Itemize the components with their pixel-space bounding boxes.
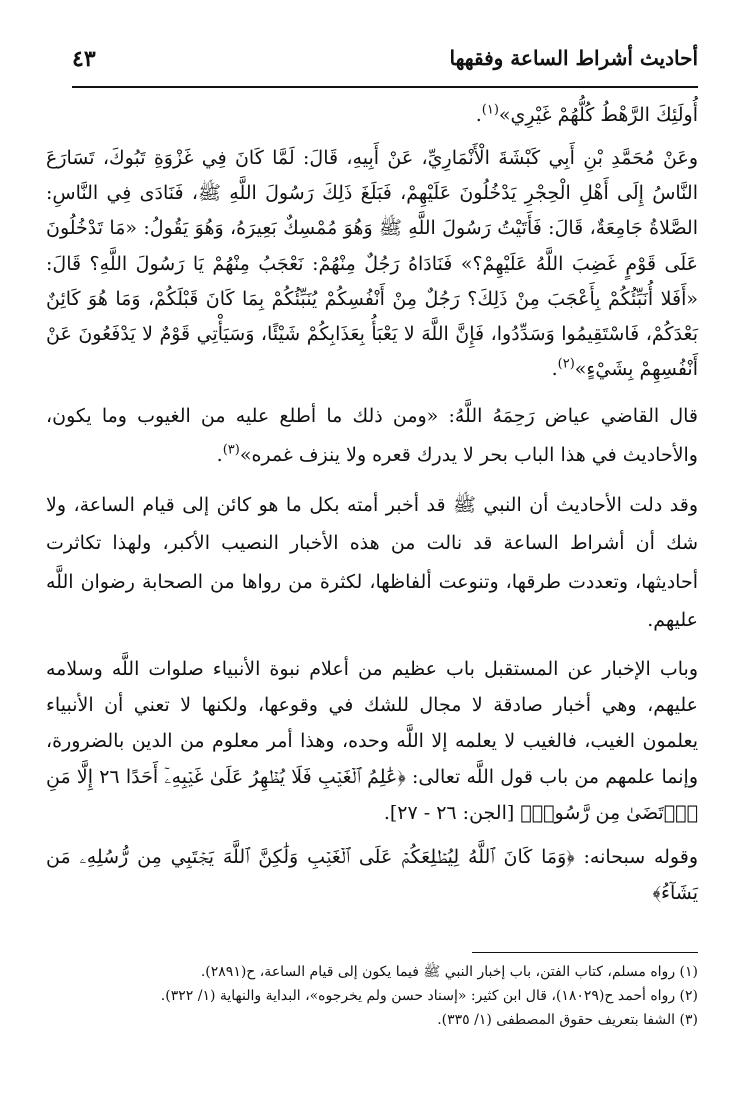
last-paragraph (46, 839, 698, 911)
footnote-2: (٢) رواه أحمد ح(١٨٠٢٩)، قال ابن كثير: «إسناد حسن ولم يخرجوه»، البداية والنهاية (١/ ٣٢٢). (160, 988, 698, 1004)
quote-ending-paragraph: أُولَئِكَ الرَّهْطُ كُلُّهُمْ غَيْرِي»$^{(١)}$. (475, 102, 698, 126)
verse-reference: [الجن: ٢٦ - ٢٧]. (383, 801, 515, 824)
page-number: ٤٣ (72, 46, 96, 72)
signs-paragraph: وقد دلت الأحاديث أن النبي ﷺ قد أخبر أمته بكل ما هو كائن إلى قيام الساعة، ولا شك أن أشراط الساعة قد نالت من هذه الأخبار النصيب الأكبر، ولهذا تكاثرت أحاديثها، وتعددت طرقها، وتنوعت ألفاظها، لكثرة من رواها من الصحابة رضوان اللَّه عليهم. (46, 493, 698, 632)
header-rule (72, 86, 698, 88)
running-header (72, 44, 698, 88)
future-news-paragraph (46, 651, 698, 831)
running-title: أحاديث أشراط الساعة وفقهها (449, 46, 698, 70)
hadith-paragraph: وعَنْ مُحَمَّدِ بْنِ أَبِي كَبْشَةَ الْأَنْمَارِيِّ، عَنْ أَبِيهِ، قَالَ: لَمَّا كَانَ فِي غَزْوَةِ تَبُوكَ، تَسَارَعَ النَّاسُ إِلَى أَهْلِ الْحِجْرِ يَدْخُلُونَ عَلَيْهِمْ، فَبَلَغَ ذَلِكَ رَسُولَ اللَّهِ ﷺ، فَنَادَى فِي النَّاسِ: الصَّلاةُ جَامِعَةٌ، قَالَ: فَأَتَيْتُ رَسُولَ اللَّهِ ﷺ وَهُوَ مُمْسِكٌ بَعِيرَهُ، وَهُوَ يَقُولُ: «مَا تَدْخُلُونَ عَلَى قَوْمٍ غَضِبَ اللَّهُ عَلَيْهِمْ؟» فَنَادَاهُ رَجُلٌ مِنْهُمْ: نَعْجَبُ مِنْهُمْ يَا رَسُولَ اللَّهِ؟ قَالَ: «أَفَلا أُنَبِّئُكُمْ بِأَعْجَبَ مِنْ ذَلِكَ؟ رَجُلٌ مِنْ أَنْفُسِكُمْ يُنَبِّئُكُمْ بِمَا كَانَ قَبْلَكُمْ، وَمَا هُوَ كَائِنٌ بَعْدَكُمْ، فَاسْتَقِيمُوا وَسَدِّدُوا، فَإِنَّ اللَّهَ لا يَعْبَأُ بِعَذَابِكُمْ شَيْئًا، وَسَيَأْتِي قَوْمٌ لا يَدْفَعُونَ عَنْ أَنْفُسِهِمْ بِشَيْءٍ»$^{(٢)}$. (46, 147, 698, 381)
footnotes (46, 960, 698, 1032)
footnote-1: (١) رواه مسلم، كتاب الفتن، باب إخبار النبي ﷺ فيما يكون إلى قيام الساعة، ح(٢٨٩١). (200, 964, 698, 980)
qadi-iyad-text: قال القاضي عياض رَحِمَهُ اللَّهُ: «ومن ذلك ما أطلع عليه من الغيوب وما يكون، والأحاديث في هذا الباب بحر لا يدرك قعره ولا ينزف غمره» (46, 405, 698, 467)
footnote-ref-2: (٢) (557, 356, 575, 372)
quran-verse-al-imran: ﴿وَمَا كَانَ ٱللَّهُ لِيُطۡلِعَكُمۡ عَلَى ٱلۡغَيۡبِ وَلَٰكِنَّ ٱللَّهَ يَجۡتَبِي مِن رُّسُلِهِۦ مَن يَشَآءُ﴾ (46, 845, 698, 904)
footnote-rule (472, 952, 698, 953)
footnote-3: (٣) الشفا بتعريف حقوق المصطفى (١/ ٣٣٥). (437, 1012, 698, 1028)
quote-ending-text: أُولَئِكَ الرَّهْطُ كُلُّهُمْ غَيْرِي» (498, 104, 698, 126)
footnote-ref-1: (١) (481, 102, 499, 118)
main-text (46, 98, 698, 911)
hadith-text: وعَنْ مُحَمَّدِ بْنِ أَبِي كَبْشَةَ الْأَنْمَارِيِّ، عَنْ أَبِيهِ، قَالَ: لَمَّا كَانَ فِي غَزْوَةِ تَبُوكَ، تَسَارَعَ النَّاسُ إِلَى أَهْلِ الْحِجْرِ يَدْخُلُونَ عَلَيْهِمْ، فَبَلَغَ ذَلِكَ رَسُولَ اللَّهِ ﷺ، فَنَادَى فِي النَّاسِ: الصَّلاةُ جَامِعَةٌ، قَالَ: فَأَتَيْتُ رَسُولَ اللَّهِ ﷺ وَهُوَ مُمْسِكٌ بَعِيرَهُ، وَهُوَ يَقُولُ: «مَا تَدْخُلُونَ عَلَى قَوْمٍ غَضِبَ اللَّهُ عَلَيْهِمْ؟» فَنَادَاهُ رَجُلٌ مِنْهُمْ: نَعْجَبُ مِنْهُمْ يَا رَسُولَ اللَّهِ؟ قَالَ: «أَفَلا أُنَبِّئُكُمْ بِأَعْجَبَ مِنْ ذَلِكَ؟ رَجُلٌ مِنْ أَنْفُسِكُمْ يُنَبِّئُكُمْ بِمَا كَانَ قَبْلَكُمْ، وَمَا هُوَ كَائِنٌ بَعْدَكُمْ، فَاسْتَقِيمُوا وَسَدِّدُوا، فَإِنَّ اللَّهَ لا يَعْبَأُ بِعَذَابِكُمْ شَيْئًا، وَسَيَأْتِي قَوْمٌ لا يَدْفَعُونَ عَنْ أَنْفُسِهِمْ بِشَيْءٍ» (46, 147, 698, 381)
last-paragraph-lead: وقوله سبحانه: (583, 845, 699, 868)
footnote-ref-3: (٣) (222, 442, 240, 458)
quran-verse-jinn: ﴿عَٰلِمُ ٱلۡغَيۡبِ فَلَا يُظۡهِرُ عَلَىٰ غَيۡبِهِۦٓ أَحَدًا ٢٦ إِلَّا مَنِ ٱرۡتَضَىٰ مِن رَّسُولٖ﴾ (46, 765, 698, 824)
future-news-text: وباب الإخبار عن المستقبل باب عظيم من أعلام نبوة الأنبياء صلوات اللَّه وسلامه عليهم، وهي أخبار صادقة لا مجال للشك في وقوعها، ولكنها لا تعني أن الأنبياء يعلمون الغيب، فالغيب لا يعلمه إلا اللَّه وحده، وهذا أمر معلوم من الدين بالضرورة، وإنما علمهم من باب قول اللَّه تعالى: (46, 657, 699, 788)
qadi-iyad-paragraph: قال القاضي عياض رَحِمَهُ اللَّهُ: «ومن ذلك ما أطلع عليه من الغيوب وما يكون، والأحاديث في هذا الباب بحر لا يدرك قعره ولا ينزف غمره»$^{(٣)}$. (46, 405, 698, 467)
